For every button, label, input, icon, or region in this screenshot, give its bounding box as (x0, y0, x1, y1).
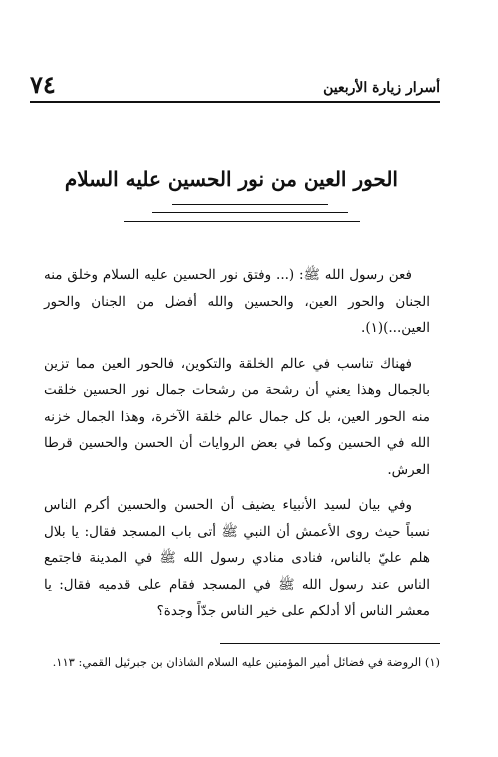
header-rule (30, 101, 440, 103)
page-header (30, 66, 440, 100)
paragraph: وفي بيان لسيد الأنبياء يضيف أن الحسن والحسين أكرم الناس نسباً حيث روى الأعمش أن النبي ﷺ أتى باب المسجد فقال: يا بلال هلم عليّ بالناس، فنادى منادي رسول الله ﷺ في المدينة فاجتمع الناس عند رسول الله ﷺ في المسجد فقام على قدميه فقال: يا معشر الناس ألا أدلكم على خير الناس جدّاً وجدة؟ (44, 497, 430, 619)
paragraph: فهناك تناسب في عالم الخلقة والتكوين، فالحور العين مما تزين بالجمال وهذا يعني أن رشحة من رشحات جمال نور الحسين خلقت منه الحور العين، بل كل جمال عالم خلقة الآخرة، وهذا الجمال خزنه الله في الحسين وكما في بعض الروايات أن الحسن والحسين قرطا العرش. (44, 355, 430, 478)
running-title: أسرار زيارة الأربعين (323, 80, 440, 96)
footnote-rule (220, 643, 440, 644)
body-text (44, 262, 430, 634)
title-rule-1 (172, 204, 328, 205)
chapter-title: الحور العين من نور الحسين عليه السلام (64, 167, 398, 191)
footnote: (١) الروضة في فضائل أمير المؤمنين عليه السلام الشاذان بن جبرئيل القمي: ١١٣. (52, 655, 440, 669)
paragraph: فعن رسول الله ﷺ: (... وفتق نور الحسين عليه السلام وخلق منه الجنان والحور العين، والحسين والله أفضل من الجنان والحور العين...)(١). (44, 267, 430, 336)
title-rule-2 (152, 212, 348, 213)
title-rule-3 (124, 221, 360, 222)
page-number: ٧٤ (30, 70, 56, 99)
